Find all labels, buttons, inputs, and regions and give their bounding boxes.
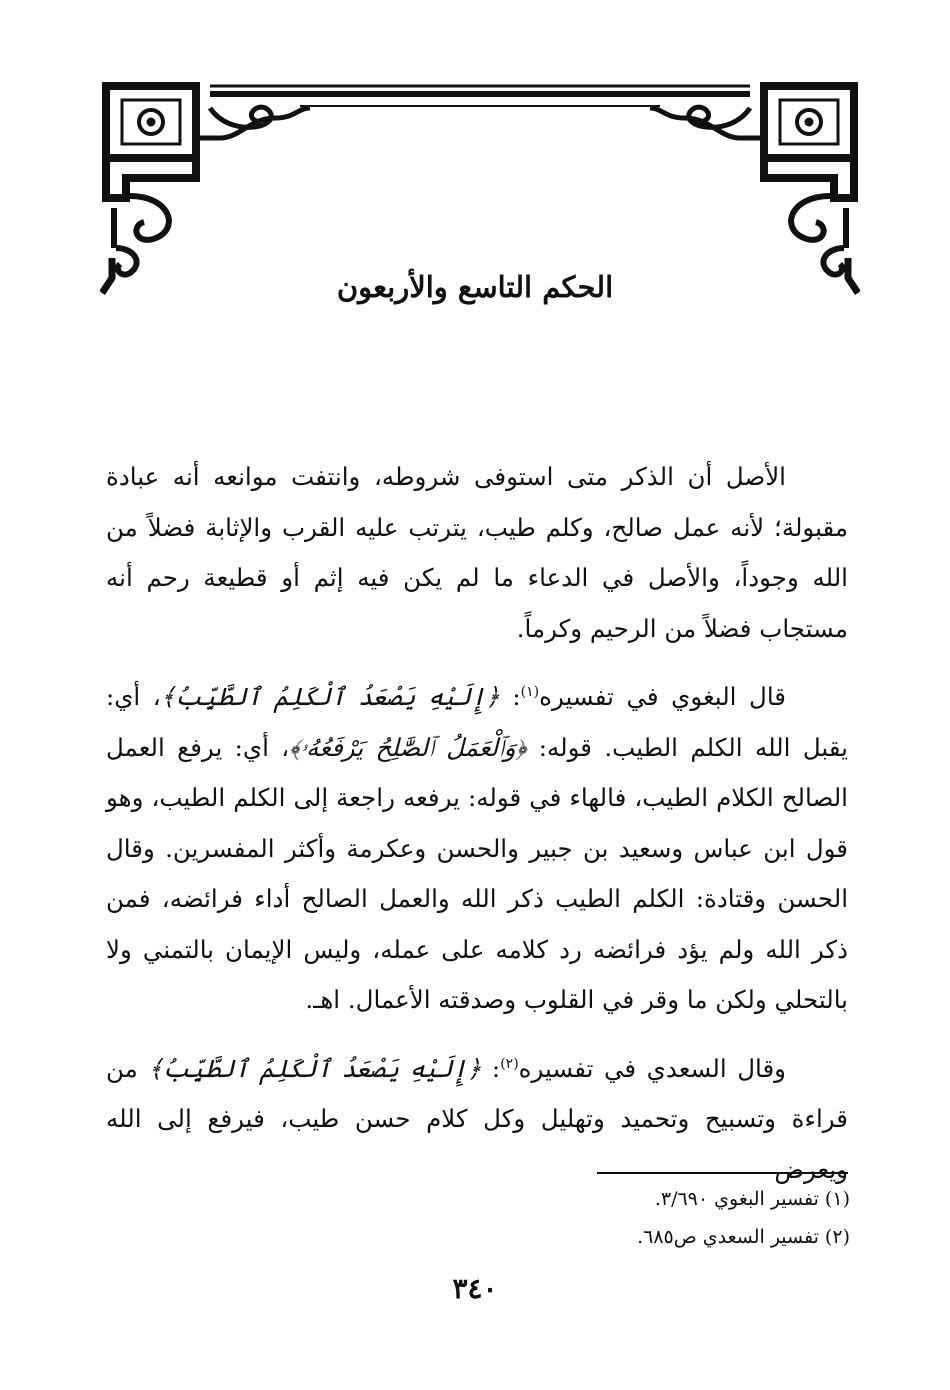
body-text	[106, 452, 848, 1213]
footnotes	[350, 1180, 850, 1256]
decorative-header-frame	[100, 78, 860, 298]
footnote-ref-1: (١)	[520, 683, 540, 700]
quran-quote: ﴿إِلَيْهِ يَصْعَدُ ٱلْكَلِمُ ٱلطَّيِّبُ﴾	[160, 682, 500, 711]
paragraph-2: قال البغوي في تفسيره$^{(١)}$: ﴿إِلَيْهِ يَصْعَدُ ٱلْكَلِمُ ٱلطَّيِّبُ﴾، أي: يقبل الله الكلم الطيب. قوله: ﴿وَٱلْعَمَلُ ٱلصَّٰلِحُ يَرْفَعُهُۥ﴾، أي: يرفع العمل الصالح الكلام الطيب، فالهاء في قوله: يرفعه راجعة إلى الكلم الطيب، وهو قول ابن عباس وسعيد بن جبير والحسن وعكرمة وأكثر المفسرين. وقال الحسن وقتادة: الكلم الطيب ذكر الله والعمل الصالح أداء فرائضه، فمن ذكر الله ولم يؤد فرائضه رد كلامه على عمله، وليس الإيمان بالتمني ولا بالتحلي ولكن ما وقر في القلوب وصدقته الأعمال. اهـ.	[106, 682, 848, 1014]
footnote-2: (٢) تفسير السعدي ص٦٨٥.	[637, 1226, 850, 1248]
footnote-separator	[597, 1172, 848, 1174]
footnote-1: (١) تفسير البغوي ٣/٦٩٠.	[654, 1188, 850, 1210]
chapter-title: الحكم التاسع والأربعون	[336, 270, 614, 304]
footnote-ref-2: (٢)	[500, 1055, 519, 1072]
paragraph-1: الأصل أن الذكر متى استوفى شروطه، وانتفت موانعه أنه عبادة مقبولة؛ لأنه عمل صالح، وكلم طيب، يترتب عليه القرب والإثابة فضلاً من الله وجوداً، والأصل في الدعاء ما لم يكن فيه إثم أو قطيعة رحم أنه مستجاب فضلاً من الرحيم وكرماً.	[106, 462, 848, 643]
paragraph-3: وقال السعدي في تفسيره$^{(٢)}$: ﴿إِلَيْهِ يَصْعَدُ ٱلْكَلِمُ ٱلطَّيِّبُ﴾ من قراءة وتسبيح وتحميد وتهليل وكل كلام حسن طيب، فيرفع إلى الله ويعرض	[106, 1053, 848, 1184]
quran-quote: ﴿وَٱلْعَمَلُ ٱلصَّٰلِحُ يَرْفَعُهُۥ﴾	[289, 732, 527, 762]
quran-quote: ﴿إِلَيْهِ يَصْعَدُ ٱلْكَلِمُ ٱلطَّيِّبُ﴾	[148, 1053, 482, 1083]
page-number: ٣٤٠	[452, 1272, 498, 1305]
